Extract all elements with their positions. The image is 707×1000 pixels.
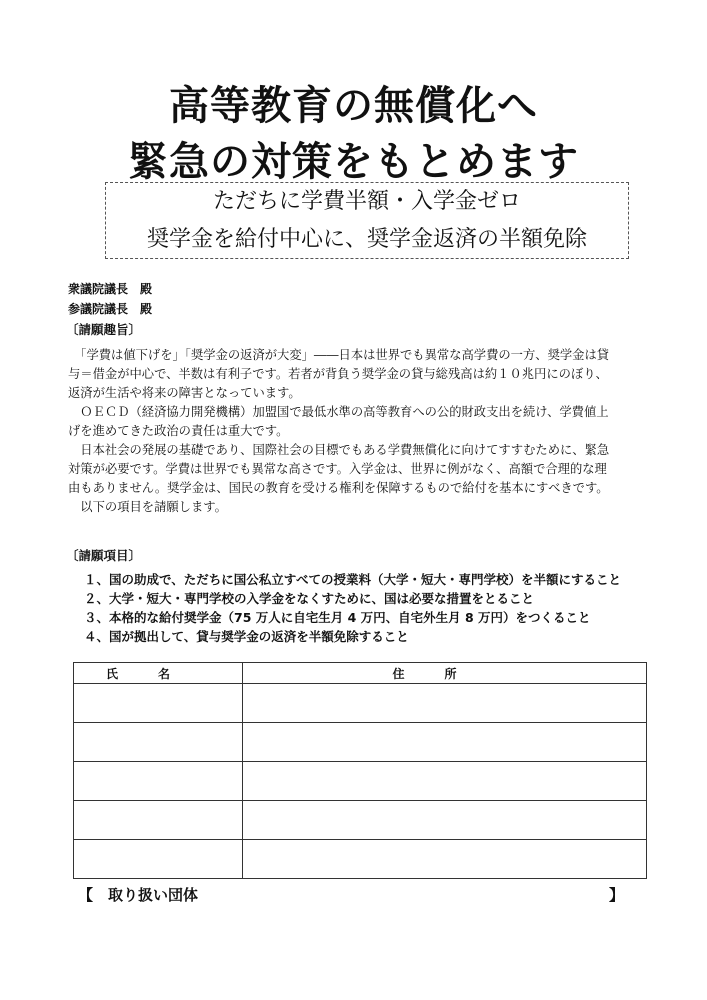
purpose-line: 与＝借金が中心で、半数は有利子です。若者が背負う奨学金の貸与総残高は約１０兆円にのぼり、 (68, 367, 608, 381)
signature-row (74, 723, 647, 762)
address-cell[interactable] (243, 801, 647, 840)
handling-organization-label: 【 取り扱い団体 (78, 886, 199, 904)
purpose-line: 返済が生活や将来の障害となっています。 (68, 386, 301, 400)
address-cell[interactable] (243, 723, 647, 762)
subtitle-line-2: 奨学金を給付中心に、奨学金返済の半額免除 (146, 227, 587, 252)
subtitle-box (105, 182, 629, 259)
signature-table (73, 662, 647, 879)
header-address: 住所 (243, 663, 647, 684)
signature-row (74, 801, 647, 840)
petition-item: ４、国が拠出して、貸与奨学金の返済を半額免除すること (84, 629, 409, 644)
closing-bracket: 】 (608, 886, 624, 904)
title-line-2: 緊急の対策をもとめます (128, 139, 579, 185)
signature-row (74, 762, 647, 801)
purpose-line: げを進めてきた政治の責任は重大です。 (68, 424, 289, 438)
name-cell[interactable] (74, 762, 243, 801)
name-cell[interactable] (74, 801, 243, 840)
petition-item: ２、大学・短大・専門学校の入学金をなくすために、国は必要な措置をとること (84, 591, 535, 606)
purpose-line: 由もありません。奨学金は、国民の教育を受ける権利を保障するもので給付を基本にすべきです。 (68, 481, 609, 495)
handling-organization (78, 884, 624, 905)
purpose-line: ＯＥＣＤ（経済協力開発機構）加盟国で最低水準の高等教育への公的財政支出を続け、学費値上 (68, 405, 609, 419)
address-cell[interactable] (243, 684, 647, 723)
petition-item: １、国の助成で、ただちに国公私立すべての授業料（大学・短大・専門学校）を半額にすること (84, 572, 622, 587)
name-cell[interactable] (74, 840, 243, 879)
address-cell[interactable] (243, 762, 647, 801)
addressee-house-of-representatives: 衆議院議長 殿 (68, 282, 153, 296)
purpose-line: 「学費は値下げを」「奨学金の返済が大変」――日本は世界でも異常な高学費の一方、奨学金は貸 (68, 348, 610, 362)
purpose-line: 以下の項目を請願します。 (68, 500, 227, 514)
name-cell[interactable] (74, 723, 243, 762)
purpose-line: 日本社会の発展の基礎であり、国際社会の目標でもある学費無償化に向けてすすむために、緊急 (68, 443, 610, 457)
title-line-1: 高等教育の無償化へ (169, 83, 538, 129)
header-name: 氏名 (74, 663, 243, 684)
signature-row (74, 840, 647, 879)
subtitle-line-1: ただちに学費半額・入学金ゼロ (212, 189, 521, 214)
addressee-house-of-councillors: 参議院議長 殿 (68, 302, 153, 316)
name-cell[interactable] (74, 684, 243, 723)
signature-row (74, 684, 647, 723)
purpose-line: 対策が必要です。学費は世界でも異常な高さです。入学金は、世界に例がなく、高額で合理的な理 (68, 462, 607, 476)
items-heading: 〔請願項目〕 (66, 548, 142, 563)
address-cell[interactable] (243, 840, 647, 879)
purpose-heading: 〔請願趣旨〕 (66, 322, 142, 337)
petition-item: ３、本格的な給付奨学金（75 万人に自宅生月 4 万円、自宅外生月 8 万円）をつくること (84, 610, 591, 625)
